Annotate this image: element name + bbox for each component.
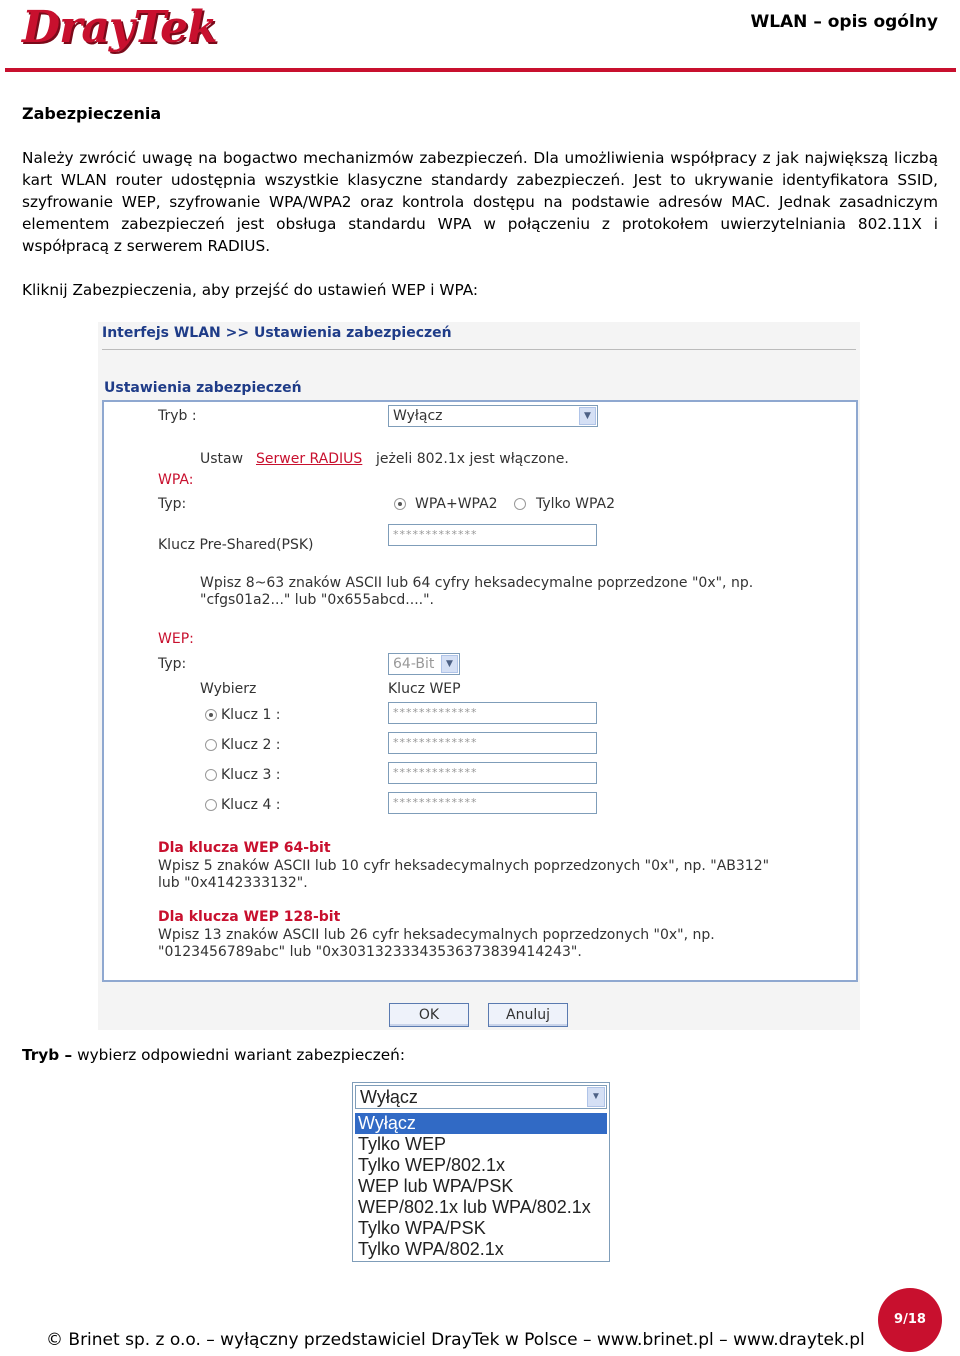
wep-section-title: WEP: xyxy=(158,631,194,647)
wpa-section-title: WPA: xyxy=(158,472,194,488)
psk-hint-line1: Wpisz 8~63 znaków ASCII lub 64 cyfry heksadecymalne poprzedzone "0x", np. xyxy=(200,575,754,591)
mode-dropdown-expanded[interactable] xyxy=(352,1082,610,1262)
mode-intro-text: wybierz odpowiedni wariant zabezpieczeń: xyxy=(72,1046,405,1064)
instruction-paragraph: Kliknij Zabezpieczenia, aby przejść do ustawień WEP i WPA: xyxy=(22,281,479,299)
key1-input[interactable]: ************* xyxy=(388,702,597,724)
wep128-hint-line1: Wpisz 13 znaków ASCII lub 26 cyfr heksadecymalnych poprzedzonych "0x", np. xyxy=(158,927,715,943)
key3-label: Klucz 3 : xyxy=(221,767,281,783)
intro-paragraph: Należy zwrócić uwagę na bogactwo mechanizmów zabezpieczeń. Dla umożliwienia współpracy z jak największą liczbą kart WLAN router udostępnia wszystkie klasyczne standardy zabezpieczeń. Jest to ukrywanie identyfikatora SSID, szyfrowanie WEP, szyfrowanie WPA/WPA2 oraz kontrola dostępu na podstawie adresów MAC. Jednak zasadniczym elementem zabezpieczeń jest obsługa standardu WPA w połączeniu z protokołem uwierzytelniania 802.11X i współpracą z serwerem RADIUS. xyxy=(22,149,938,255)
mode-option-wpa-8021x-only[interactable]: Tylko WPA/802.1x xyxy=(358,1239,504,1259)
key4-radio[interactable] xyxy=(205,799,217,811)
wep64-hint-line2: lub "0x4142333132". xyxy=(158,875,308,891)
wpa-wpa2-label: WPA+WPA2 xyxy=(415,496,498,512)
psk-input[interactable]: ************* xyxy=(388,524,597,546)
wep-type-label: Typ: xyxy=(158,656,187,672)
select-column-header: Wybierz xyxy=(200,681,257,697)
key3-input[interactable]: ************* xyxy=(388,762,597,784)
key2-label: Klucz 2 : xyxy=(221,737,281,753)
wep-type-select[interactable] xyxy=(388,653,460,675)
cancel-button[interactable]: Anuluj xyxy=(488,1003,568,1027)
mode-option-wep-8021x[interactable]: Tylko WEP/802.1x xyxy=(358,1155,506,1175)
key1-radio[interactable] xyxy=(205,709,217,721)
wpa-type-label: Typ: xyxy=(158,496,187,512)
mode-option-wep-or-wpa-psk[interactable]: WEP lub WPA/PSK xyxy=(358,1176,514,1196)
page-header-title: WLAN – opis ogólny xyxy=(750,12,938,32)
wep-type-select-value: 64-Bit xyxy=(393,656,435,672)
breadcrumb-divider xyxy=(102,349,856,350)
mode-intro xyxy=(22,1046,405,1064)
wpa-wpa2-radio[interactable] xyxy=(394,498,406,510)
wep128-hint-line2: "0123456789abc" lub "0x30313233343536373839414243". xyxy=(158,944,582,960)
draytek-logo: DrayTek xyxy=(22,2,217,53)
footer-text: © Brinet sp. z o.o. – wyłączny przedstawiciel DrayTek w Polsce – www.brinet.pl – www.draytek.pl xyxy=(46,1330,865,1350)
page-number-badge: 9/18 xyxy=(878,1288,942,1352)
mode-label: Tryb : xyxy=(158,408,197,424)
mode-option-wep-only[interactable]: Tylko WEP xyxy=(358,1134,447,1154)
mode-intro-term: Tryb – xyxy=(22,1046,73,1064)
psk-hint-line2: "cfgs01a2..." lub "0x655abcd....". xyxy=(200,592,434,608)
key2-radio[interactable] xyxy=(205,739,217,751)
key4-label: Klucz 4 : xyxy=(221,797,281,813)
chevron-down-icon: ▼ xyxy=(441,655,458,673)
breadcrumb: Interfejs WLAN >> Ustawienia zabezpieczeń xyxy=(102,325,452,341)
mode-dropdown-current[interactable] xyxy=(355,1085,607,1109)
wep64-title: Dla klucza WEP 64-bit xyxy=(158,840,331,856)
mode-dropdown-current-value: Wyłącz xyxy=(360,1087,418,1107)
key4-input[interactable]: ************* xyxy=(388,792,597,814)
mode-select-value: Wyłącz xyxy=(393,408,443,424)
wep64-hint-line1: Wpisz 5 znaków ASCII lub 10 cyfr heksadecymalnych poprzedzonych "0x", np. "AB312" xyxy=(158,858,770,874)
wpa2-only-label: Tylko WPA2 xyxy=(536,496,616,512)
ok-button[interactable]: OK xyxy=(389,1003,469,1027)
psk-label: Klucz Pre-Shared(PSK) xyxy=(158,537,314,553)
key2-input[interactable]: ************* xyxy=(388,732,597,754)
wep-key-column-header: Klucz WEP xyxy=(388,681,461,697)
radius-server-link[interactable]: Serwer RADIUS xyxy=(256,451,363,467)
chevron-down-icon: ▼ xyxy=(579,407,596,425)
mode-select[interactable] xyxy=(388,405,598,427)
header-divider xyxy=(5,68,956,72)
chevron-down-icon[interactable]: ▼ xyxy=(587,1087,605,1107)
section-title: Zabezpieczenia xyxy=(22,104,162,123)
mode-option-wpa-psk-only[interactable]: Tylko WPA/PSK xyxy=(358,1218,486,1238)
wpa2-only-radio[interactable] xyxy=(514,498,526,510)
mode-option-disable[interactable]: Wyłącz xyxy=(355,1113,607,1134)
panel-title: Ustawienia zabezpieczeń xyxy=(104,380,302,396)
radius-prefix: Ustaw xyxy=(200,451,244,467)
wep128-title: Dla klucza WEP 128-bit xyxy=(158,909,341,925)
key3-radio[interactable] xyxy=(205,769,217,781)
key1-label: Klucz 1 : xyxy=(221,707,281,723)
mode-dropdown-list xyxy=(355,1113,607,1260)
radius-suffix: jeżeli 802.1x jest włączone. xyxy=(376,451,569,467)
mode-option-wep-8021x-or-wpa-8021x[interactable]: WEP/802.1x lub WPA/802.1x xyxy=(358,1197,591,1217)
